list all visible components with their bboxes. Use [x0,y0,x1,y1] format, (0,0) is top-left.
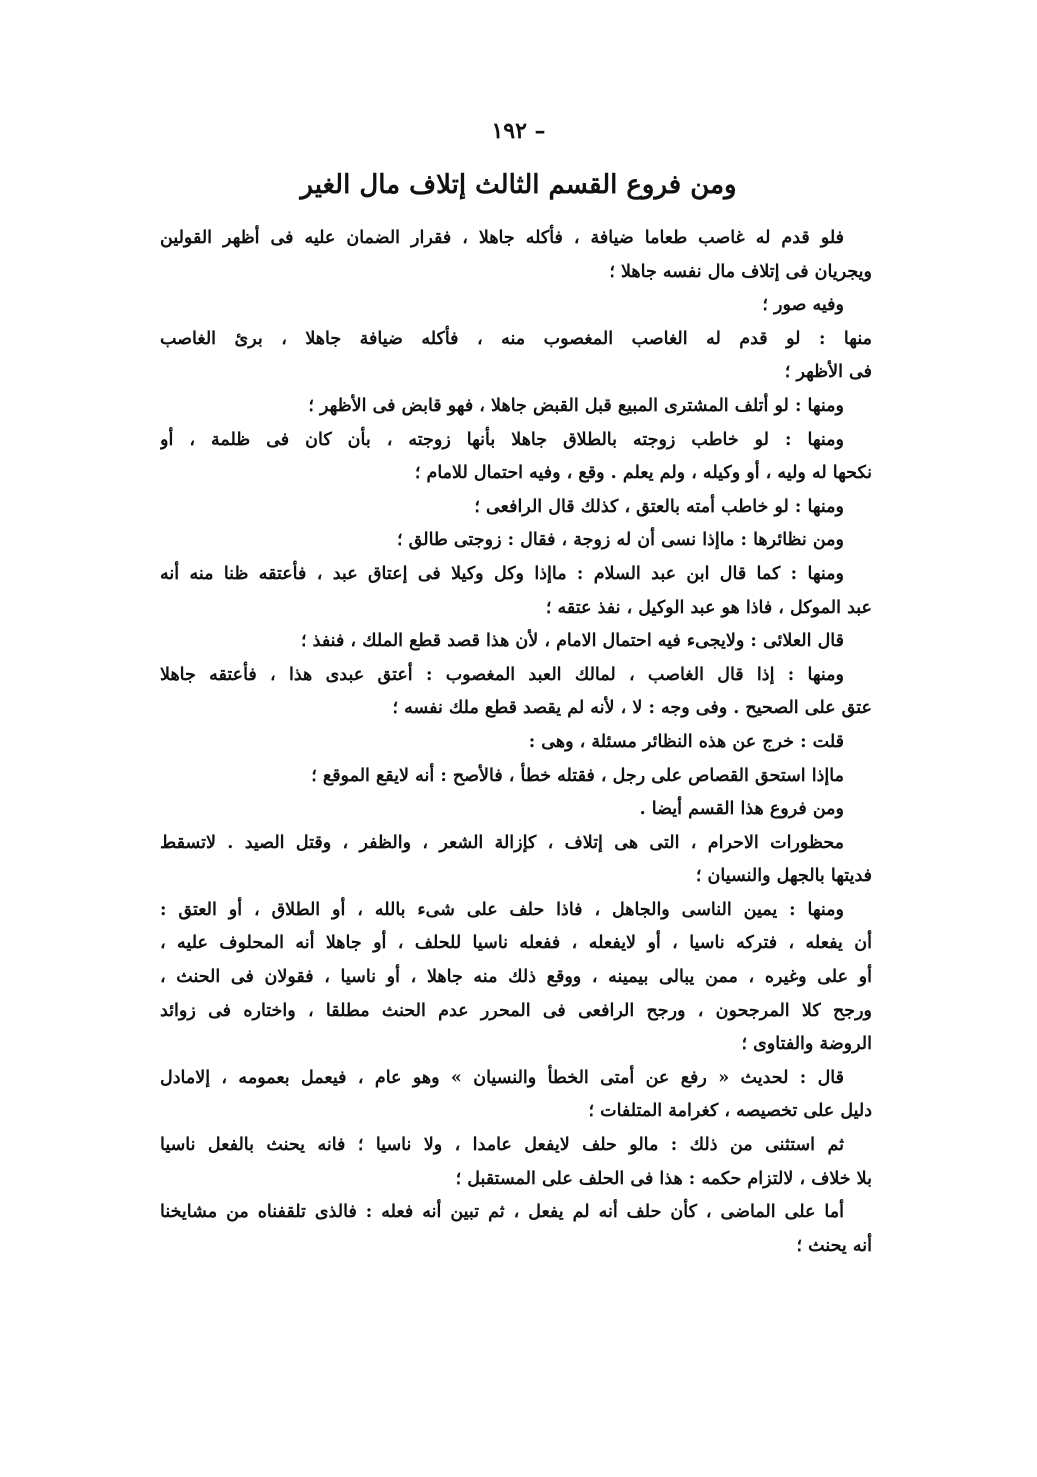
text-line: أن يفعله ، فتركه ناسيا ، أو لايفعله ، ففعله ناسيا للحلف ، أو جاهلا أنه المحلوف عليه ، [160,933,872,954]
text-line: قال : لحديث « رفع عن أمتى الخطأ والنسيان » وهو عام ، فيعمل بعمومه ، إلامادل [160,1067,844,1088]
text-line: محظورات الاحرام ، التى هى إتلاف ، كإزالة الشعر ، والظفر ، وقتل الصيد . لاتسقط [160,832,844,853]
text-line: ماإذا استحق القصاص على رجل ، فقتله خطأ ، فالأصح : أنه لايقع الموقع ؛ [311,765,844,786]
text-line: قلت : خرج عن هذه النظائر مسئلة ، وهى : [528,731,844,752]
text-line: وفيه صور ؛ [762,295,844,316]
text-line: الروضة والفتاوى ؛ [741,1034,872,1055]
text-line: ويجريان فى إتلاف مال نفسه جاهلا ؛ [609,261,872,282]
text-line: ثم استثنى من ذلك : مالو حلف لايفعل عامدا ، ولا ناسيا ؛ فانه يحنث بالفعل ناسيا [160,1135,844,1156]
text-line: أنه يحنث ؛ [796,1235,872,1256]
section-title: ومن فروع القسم الثالث إتلاف مال الغير [300,170,737,200]
text-line: ومنها : لو أتلف المشترى المبيع قبل القبض جاهلا ، فهو قابض فى الأظهر ؛ [308,395,844,416]
text-line: فلو قدم له غاصب طعاما ضيافة ، فأكله جاهلا ، فقرار الضمان عليه فى أظهر القولين [160,228,844,248]
text-line: ومنها : لو خاطب زوجته بالطلاق جاهلا بأنها زوجته ، بأن كان فى ظلمة ، أو [160,429,844,450]
page-number: – ١٩٢ [491,118,546,144]
text-line: منها : لو قدم له الغاصب المغصوب منه ، فأكله ضيافة جاهلا ، برئ الغاصب [160,328,872,349]
text-line: ومن فروع هذا القسم أيضا . [639,799,844,820]
text-line: ومنها : كما قال ابن عبد السلام : ماإذا وكل وكيلا فى إعتاق عبد ، فأعتقه ظنا منه أنه [160,563,844,584]
text-line: ومنها : يمين الناسى والجاهل ، فاذا حلف على شىء بالله ، أو الطلاق ، أو العتق : [160,899,844,920]
text-line: ومن نظائرها : ماإذا نسى أن له زوجة ، فقال : زوجتى طالق ؛ [397,530,844,551]
text-line: نكحها له وليه ، أو وكيله ، ولم يعلم . وقع ، وفيه احتمال للامام ؛ [414,463,872,484]
text-line: بلا خلاف ، لالتزام حكمه : هذا فى الحلف على المستقبل ؛ [455,1168,872,1189]
text-line: عتق على الصحيح . وفى وجه : لا ، لأنه لم يقصد قطع ملك نفسه ؛ [392,698,872,719]
text-line: فديتها بالجهل والنسيان ؛ [695,866,872,887]
text-line: قال العلائى : ولايجىء فيه احتمال الامام ، لأن هذا قصد قطع الملك ، فنفذ ؛ [300,631,844,652]
text-line: فى الأظهر ؛ [784,362,872,383]
text-line: أما على الماضى ، كأن حلف أنه لم يفعل ، ثم تبين أنه فعله : فالذى تلقفناه من مشايخنا [160,1202,844,1223]
text-line: عبد الموكل ، فاذا هو عبد الوكيل ، نفذ عتقه ؛ [545,597,872,618]
text-line: دليل على تخصيصه ، كغرامة المتلفات ؛ [588,1101,872,1122]
text-line: ومنها : لو خاطب أمته بالعتق ، كذلك قال الرافعى ؛ [474,496,844,517]
body-text [160,222,872,1263]
text-line: ورجح كلا المرجحون ، ورجح الرافعى فى المحرر عدم الحنث مطلقا ، واختاره فى زوائد [160,1000,872,1021]
text-line: ومنها : إذا قال الغاصب ، لمالك العبد المغصوب : أعتق عبدى هذا ، فأعتقه جاهلا [160,664,844,685]
text-line: أو على وغيره ، ممن يبالى بيمينه ، ووقع ذلك منه جاهلا ، أو ناسيا ، فقولان فى الحنث ، [160,967,872,988]
